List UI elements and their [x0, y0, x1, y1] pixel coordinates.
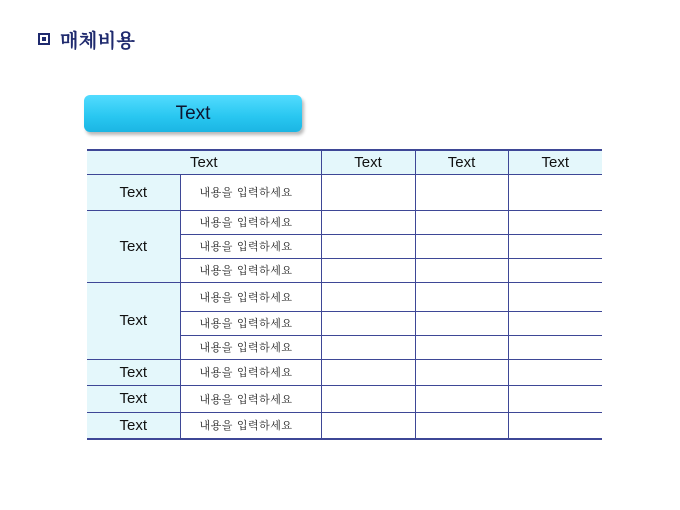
- row-item-text: 내용을 입력하세요: [180, 210, 321, 234]
- empty-cell: [508, 174, 602, 210]
- empty-cell: [321, 412, 415, 439]
- empty-cell: [321, 210, 415, 234]
- section-badge: [84, 95, 302, 132]
- row-item-text: 내용을 입력하세요: [180, 282, 321, 311]
- row-item-text: 내용을 입력하세요: [180, 174, 321, 210]
- empty-cell: [415, 412, 508, 439]
- empty-cell: [321, 174, 415, 210]
- table-row: [87, 282, 602, 311]
- page-title-bar: [38, 28, 135, 50]
- empty-cell: [415, 258, 508, 282]
- empty-cell: [321, 359, 415, 385]
- empty-cell: [508, 258, 602, 282]
- table-row: [87, 174, 602, 210]
- media-cost-table: [87, 149, 602, 440]
- empty-cell: [415, 311, 508, 335]
- empty-cell: [321, 385, 415, 412]
- square-bullet-icon: [38, 33, 50, 45]
- empty-cell: [321, 282, 415, 311]
- empty-cell: [508, 311, 602, 335]
- row-item-text: 내용을 입력하세요: [180, 258, 321, 282]
- empty-cell: [415, 385, 508, 412]
- row-category: Text: [87, 412, 180, 439]
- row-item-text: 내용을 입력하세요: [180, 385, 321, 412]
- empty-cell: [508, 412, 602, 439]
- empty-cell: [508, 359, 602, 385]
- table-row: [87, 210, 602, 234]
- table-header-row: [87, 150, 602, 174]
- column-header: Text: [508, 150, 602, 174]
- table-row: [87, 412, 602, 439]
- empty-cell: [415, 282, 508, 311]
- row-category: Text: [87, 174, 180, 210]
- row-category: Text: [87, 210, 180, 282]
- page-title: 매체비용: [60, 29, 136, 52]
- empty-cell: [415, 234, 508, 258]
- row-item-text: 내용을 입력하세요: [180, 359, 321, 385]
- empty-cell: [508, 282, 602, 311]
- empty-cell: [321, 335, 415, 359]
- empty-cell: [415, 174, 508, 210]
- empty-cell: [508, 234, 602, 258]
- row-item-text: 내용을 입력하세요: [180, 311, 321, 335]
- empty-cell: [415, 335, 508, 359]
- row-item-text: 내용을 입력하세요: [180, 234, 321, 258]
- row-item-text: 내용을 입력하세요: [180, 335, 321, 359]
- empty-cell: [321, 234, 415, 258]
- empty-cell: [415, 359, 508, 385]
- column-header: Text: [415, 150, 508, 174]
- empty-cell: [508, 210, 602, 234]
- table-row: [87, 359, 602, 385]
- row-category: Text: [87, 385, 180, 412]
- row-category: Text: [87, 359, 180, 385]
- empty-cell: [321, 311, 415, 335]
- row-item-text: 내용을 입력하세요: [180, 412, 321, 439]
- table-row: [87, 385, 602, 412]
- column-header: Text: [321, 150, 415, 174]
- column-header: Text: [87, 150, 321, 174]
- row-category: Text: [87, 282, 180, 359]
- empty-cell: [508, 385, 602, 412]
- empty-cell: [415, 210, 508, 234]
- empty-cell: [321, 258, 415, 282]
- empty-cell: [508, 335, 602, 359]
- section-badge-label: Text: [175, 102, 211, 124]
